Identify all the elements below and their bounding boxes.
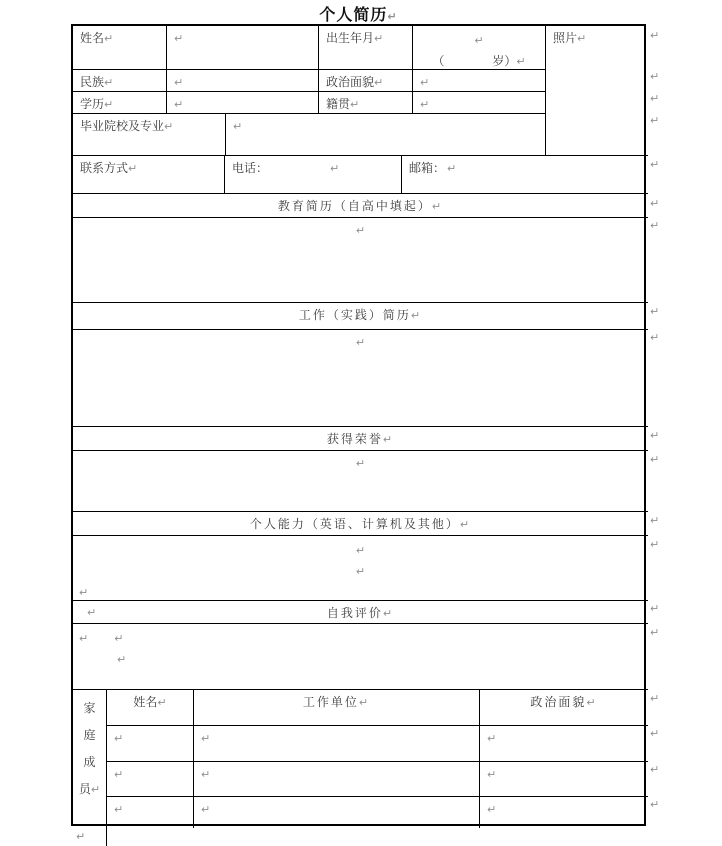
- self-evaluation-section-header: ↵ 自我评价↵: [73, 601, 648, 624]
- school-major-label-cell: 毕业院校及专业↵: [73, 114, 226, 156]
- row-end-mark: ↵: [650, 331, 660, 344]
- row-end-mark: ↵: [650, 219, 660, 232]
- ethnicity-label-cell: 民族↵: [73, 70, 167, 92]
- row-end-mark: ↵: [650, 114, 660, 127]
- self-evaluation-content-area[interactable]: [73, 624, 648, 690]
- education-level-input-cell[interactable]: ↵: [167, 92, 319, 114]
- row-end-mark: ↵: [650, 602, 660, 615]
- family-workunit-cell[interactable]: ↵: [194, 762, 480, 797]
- name-label-cell: 姓名↵: [73, 26, 167, 70]
- row-end-mark: ↵: [650, 92, 660, 105]
- contact-label-cell: 联系方式↵: [73, 156, 225, 194]
- birthdate-label-cell: 出生年月↵: [319, 26, 413, 70]
- row-end-mark: ↵: [650, 305, 660, 318]
- ethnicity-input-cell[interactable]: ↵: [167, 70, 319, 92]
- row-end-mark: ↵: [650, 538, 660, 551]
- abilities-line: ↵: [79, 586, 89, 599]
- family-label-char: 成: [83, 755, 96, 769]
- family-name-cell[interactable]: ↵: [107, 762, 194, 797]
- abilities-line: ↵: [355, 544, 366, 557]
- row-end-mark: ↵: [650, 70, 660, 83]
- row-end-mark: ↵: [650, 453, 660, 466]
- age-line: （ 岁）↵: [432, 54, 526, 68]
- family-label-char: 员↵: [78, 782, 101, 796]
- family-workunit-cell[interactable]: ↵: [194, 797, 480, 828]
- education-section-header: 教育简历（自高中填起）↵: [73, 194, 648, 218]
- page-title: 个人简历↵: [319, 7, 398, 24]
- family-workunit-cell[interactable]: ↵: [194, 726, 480, 762]
- name-input-cell[interactable]: ↵: [167, 26, 319, 70]
- self-evaluation-line: ↵ ↵: [79, 632, 124, 645]
- family-name-cell[interactable]: ↵: [107, 726, 194, 762]
- row-end-mark: ↵: [650, 429, 660, 442]
- resume-form-table: [71, 24, 646, 826]
- family-political-header-cell: 政治面貌↵: [480, 690, 648, 726]
- family-political-cell[interactable]: ↵: [480, 762, 648, 797]
- family-group-label-cell: [73, 690, 107, 846]
- native-place-label-cell: 籍贯↵: [319, 92, 413, 114]
- row-end-mark: ↵: [650, 692, 660, 705]
- phone-input-cell[interactable]: 电话： ↵: [225, 156, 402, 194]
- family-political-cell[interactable]: ↵: [480, 726, 648, 762]
- self-evaluation-line: ↵: [117, 653, 127, 666]
- work-content-area[interactable]: ↵: [73, 330, 648, 427]
- email-input-cell[interactable]: 邮箱： ↵: [402, 156, 648, 194]
- work-section-header: 工作（实践）简历↵: [73, 303, 648, 330]
- row-end-mark: ↵: [650, 798, 660, 811]
- row-end-mark: ↵: [650, 727, 660, 740]
- row-end-mark: ↵: [650, 197, 660, 210]
- row-end-mark: ↵: [650, 158, 660, 171]
- family-label-char: 庭: [83, 728, 96, 742]
- family-label-char: 家: [83, 701, 96, 715]
- family-name-header-cell: 姓名↵: [107, 690, 194, 726]
- birthdate-line: ↵: [474, 34, 484, 47]
- school-major-input-cell[interactable]: ↵: [226, 114, 546, 156]
- native-place-input-cell[interactable]: ↵: [413, 92, 546, 114]
- paragraph-mark: ↵: [387, 10, 398, 23]
- abilities-content-area[interactable]: [73, 536, 648, 601]
- end-of-document-mark: ↵: [76, 830, 86, 843]
- row-end-mark: ↵: [650, 763, 660, 776]
- political-status-label-cell: 政治面貌↵: [319, 70, 413, 92]
- family-political-cell[interactable]: ↵: [487, 803, 497, 816]
- birthdate-input-cell[interactable]: [413, 26, 546, 70]
- row-end-mark: ↵: [650, 514, 660, 527]
- education-level-label-cell: 学历↵: [73, 92, 167, 114]
- honors-section-header: 获得荣誉↵: [73, 427, 648, 451]
- political-status-input-cell[interactable]: ↵: [413, 70, 546, 92]
- row-end-mark: ↵: [650, 626, 660, 639]
- family-workunit-header-cell: 工作单位↵: [194, 690, 480, 726]
- honors-content-area[interactable]: ↵: [73, 451, 648, 512]
- photo-cell[interactable]: 照片↵: [546, 26, 648, 156]
- row-end-mark: ↵: [650, 29, 660, 42]
- education-content-area[interactable]: ↵: [73, 218, 648, 303]
- family-name-cell[interactable]: ↵: [107, 797, 194, 828]
- abilities-section-header: 个人能力（英语、计算机及其他）↵: [73, 512, 648, 536]
- abilities-line: ↵: [355, 565, 366, 578]
